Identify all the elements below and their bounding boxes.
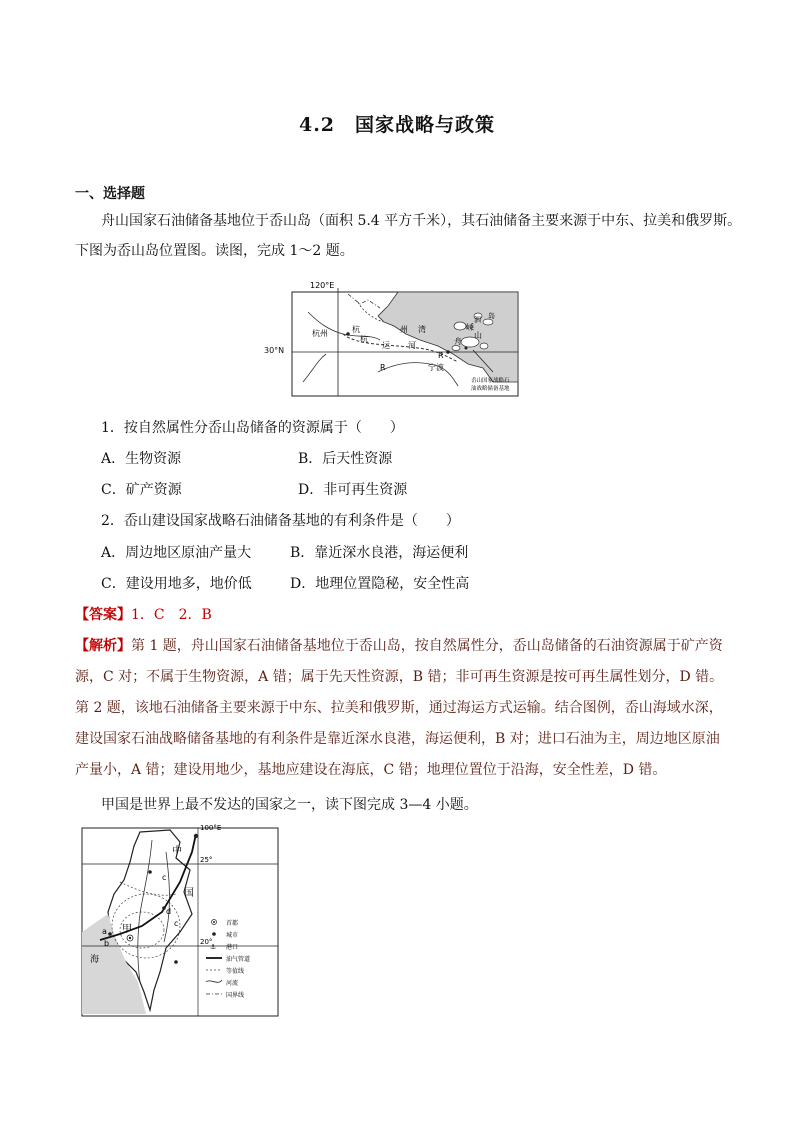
- map1-label-r1: R: [380, 363, 386, 372]
- analysis-line2: 源，C 对；不属于生物资源，A 错；属于先天性资源，B 错；非可再生资源是按可再生属性划分，D 错。: [75, 669, 724, 685]
- map1-label-ningbo: 宁波: [428, 363, 444, 372]
- map1-label-yun: 运: [382, 341, 390, 350]
- map1-lon-label: 120°E: [310, 282, 335, 290]
- map2-jia-label: 甲: [122, 924, 132, 935]
- map1-lat-outside-label: 30°N: [264, 346, 285, 355]
- answer-block: [75, 605, 212, 625]
- map1-legend-line2: 油战略储备基地: [471, 386, 510, 392]
- map2-sea-label: 海: [90, 955, 100, 965]
- map1-label-zhou: 州: [400, 325, 408, 334]
- answer-text: 1．C 2．B: [131, 607, 212, 623]
- analysis-label: 【解析】: [75, 638, 131, 654]
- analysis-text-1: 第 1 题，舟山国家石油储备基地位于岙山岛，按自然属性分，岙山岛储备的石油资源属于矿产资: [131, 638, 723, 654]
- map1-label-hang1: 杭: [352, 325, 360, 334]
- q1-option-b: B．后天性资源: [298, 451, 393, 467]
- map2-point-b: b: [104, 939, 110, 948]
- legend-capital: 首都: [226, 920, 239, 927]
- map1-label-zhou2: 舟: [454, 337, 462, 346]
- legend-port: 港口: [226, 944, 239, 951]
- map1-label-wan: 湾: [418, 325, 426, 334]
- map2-point-c1: c: [162, 873, 167, 882]
- analysis-line4: 建设国家石油战略储备基地的有利条件是靠近深水良港，海运便利，B 对；进口石油为主，周边地区原油: [75, 731, 720, 747]
- map2-point-c2: c: [174, 919, 179, 928]
- analysis-line5: 产量小，A 错；建设用地少，基地应建设在海底，C 错；地理位置位于沿海，安全性差，D 错。: [75, 762, 667, 778]
- map2-lat1-label: 25°: [200, 856, 213, 864]
- map1-label-dao: 岛: [488, 312, 495, 320]
- page-title: 4.2 国家战略与政策: [298, 114, 496, 136]
- q1-stem: 1．按自然属性分岙山岛储备的资源属于（ ）: [101, 420, 404, 436]
- legend-contour: 等值线: [226, 968, 245, 975]
- map1-legend-line1: 岙山国家战略石: [471, 378, 510, 384]
- analysis-line3: 第 2 题，该地石油储备主要来源于中东、拉美和俄罗斯，通过海运方式运输。结合图例，岙山海域水深，: [75, 700, 723, 716]
- q2-stem: 2．岙山建设国家战略石油储备基地的有利条件是（ ）: [101, 513, 460, 529]
- map2-point-d: d: [166, 907, 172, 916]
- map2-point-a: a: [102, 927, 107, 936]
- map1-label-he: 河: [408, 341, 416, 350]
- analysis-line1: [75, 636, 723, 656]
- q2-option-a: A．周边地区原油产量大: [101, 545, 252, 561]
- map2-country-char1: 中: [172, 846, 182, 857]
- legend-city: 城市: [226, 932, 239, 939]
- map1-label-sheng: 嵊: [466, 323, 474, 332]
- intro1-line2: 下图为岙山岛位置图。读图，完成 1～2 题。: [75, 243, 354, 259]
- intro2: 甲国是世界上最不发达的国家之一，读下图完成 3—4 小题。: [101, 797, 478, 813]
- map2-country-char2: 国: [184, 888, 194, 899]
- q2-option-d: D．地理位置隐秘，安全性高: [290, 576, 470, 592]
- legend-border: 国界线: [226, 992, 245, 999]
- legend-pipeline: 油气管道: [226, 956, 251, 963]
- map1-label-r2: R: [438, 351, 444, 360]
- intro1-line1: 舟山国家石油储备基地位于岙山岛（面积 5.4 平方千米），其石油储备主要来源于中东、拉美和俄罗斯。: [101, 213, 742, 229]
- map2-lon-label: 100°E: [200, 824, 222, 832]
- section-heading: 一、选择题: [75, 186, 145, 202]
- map1-label-hang2: 杭: [360, 335, 368, 344]
- q1-option-c: C．矿产资源: [101, 482, 182, 498]
- q2-option-c: C．建设用地多，地价低: [101, 576, 252, 592]
- map1-label-shan: 山: [474, 331, 482, 340]
- q1-option-d: D．非可再生资源: [298, 482, 408, 498]
- country-jia-map: [80, 822, 280, 1018]
- aoshan-location-map: [288, 282, 520, 398]
- q1-option-a: A．生物资源: [101, 451, 182, 467]
- svg-text:⚓: ⚓: [210, 943, 217, 951]
- map2-lat2-label: 20°: [200, 938, 213, 946]
- legend-river: 河流: [226, 980, 239, 987]
- map1-label-hangzhou: 杭州: [312, 329, 328, 338]
- map1-label-si: 泗: [474, 316, 481, 324]
- answer-label: 【答案】: [75, 607, 131, 623]
- q2-option-b: B．靠近深水良港，海运便利: [290, 545, 469, 561]
